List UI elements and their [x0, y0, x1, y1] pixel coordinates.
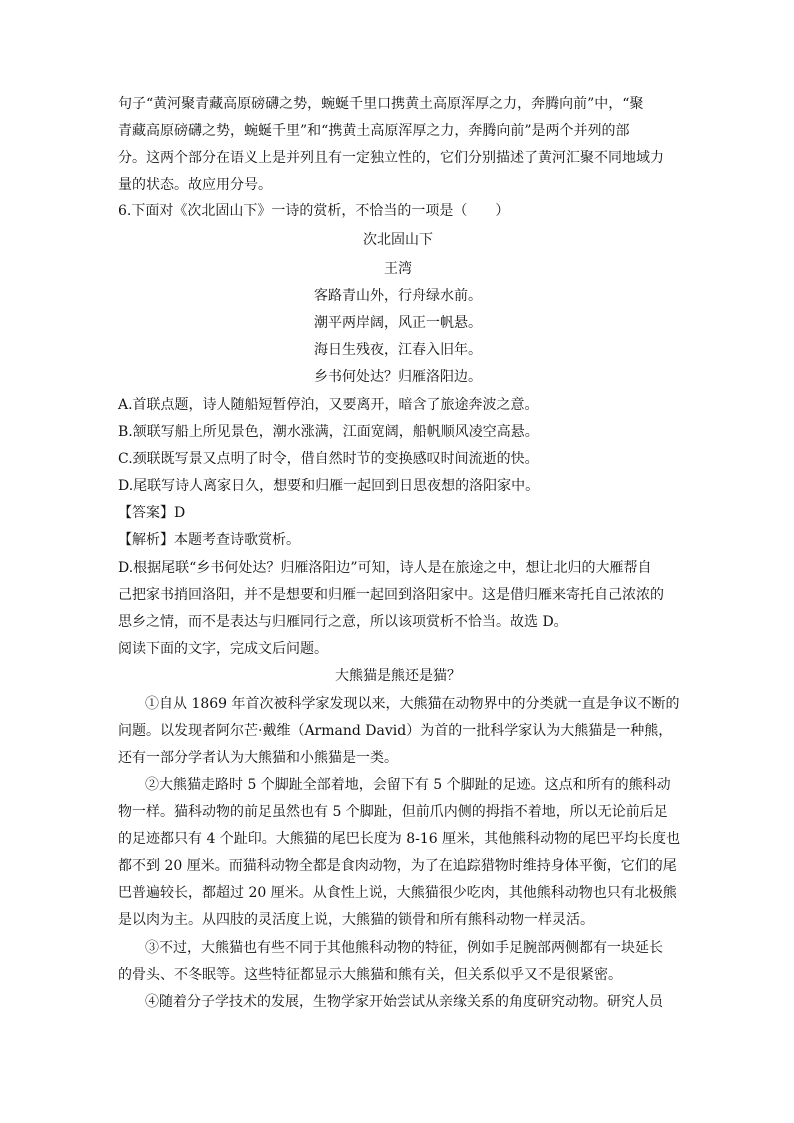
- paragraph-line: ②大熊猫走路时 5 个脚趾全部着地，会留下有 5 个脚趾的足迹。这点和所有的熊科动: [145, 777, 671, 793]
- text-line: 句子“黄河聚青藏高原磅礴之势，蜿蜒千里口携黄土高原浑厚之力，奔腾向前”中，“聚: [118, 96, 644, 112]
- paragraph-line: 还有一部分学者认为大熊猫和小熊猫是一类。: [118, 750, 398, 766]
- text-line: 量的状态。故应用分号。: [118, 177, 272, 193]
- reading-instruction: 阅读下面的文字，完成文后问题。: [118, 641, 328, 657]
- text-line: 分。这两个部分在语义上是并列且有一定独立性的，它们分别描述了黄河汇聚不同地域力: [118, 150, 664, 166]
- paragraph-line: 都不到 20 厘米。而猫科动物全都是食肉动物，为了在追踪猎物时维持身体平衡，它们的尾: [118, 858, 677, 874]
- text-line: 青藏高原磅礴之势，蜿蜒千里”和“携黄土高原浑厚之力，奔腾向前”是两个并列的部: [118, 123, 630, 139]
- text-line: 己把家书捎回洛阳，并不是想要和归雁一起回到洛阳家中。这是借归雁来寄托自己浓浓的: [118, 587, 664, 603]
- paragraph-line: ④随着分子学技术的发展，生物学家开始尝试从亲缘关系的角度研究动物。研究人员: [145, 994, 663, 1010]
- paragraph-line: ①自从 1869 年首次被科学家发现以来，大熊猫在动物界中的分类就一直是争议不断的: [145, 696, 680, 712]
- analysis-heading: 【解析】本题考查诗歌赏析。: [118, 532, 300, 548]
- text-line: 思乡之情，而不是表达与归雁同行之意，所以该项赏析不恰当。故选 D。: [118, 614, 568, 630]
- option-b: B.颔联写船上所见景色，潮水涨满，江面宽阔，船帆顺风凌空高悬。: [118, 424, 539, 440]
- poem-line: 乡书何处达？归雁洛阳边。: [314, 369, 482, 385]
- option-d: D.尾联写诗人离家日久，想要和归雁一起回到日思夜想的洛阳家中。: [118, 478, 540, 494]
- answer-line: 【答案】D: [118, 505, 186, 521]
- poem-title: 次北固山下: [363, 232, 433, 248]
- paragraph-line: 的骨头、不冬眠等。这些特征都显示大熊猫和熊有关，但关系似乎又不是很紧密。: [118, 967, 622, 983]
- paragraph-line: 物一样。猫科动物的前足虽然也有 5 个脚趾，但前爪内侧的拇指不着地，所以无论前后足: [118, 804, 668, 820]
- paragraph-line: 问题。以发现者阿尔芒·戴维（Armand David）为首的一批科学家认为大熊猫是一种熊，: [118, 723, 673, 739]
- text-line: D.根据尾联“乡书何处达？归雁洛阳边”可知，诗人是在旅途之中，想让北归的大雁帮自: [118, 560, 652, 576]
- poem-line: 潮平两岸阔，风正一帆悬。: [314, 315, 482, 331]
- poem-line: 客路青山外，行舟绿水前。: [314, 288, 482, 304]
- question-stem: 6.下面对《次北固山下》一诗的赏析，不恰当的一项是（ ）: [118, 203, 510, 219]
- paragraph-line: ③不过，大熊猫也有些不同于其他熊科动物的特征，例如手足腕部两侧都有一块延长: [145, 940, 663, 956]
- paragraph-line: 巴普遍较长，都超过 20 厘米。从食性上说，大熊猫很少吃肉，其他熊科动物也只有北极熊: [118, 885, 677, 901]
- paragraph-line: 是以肉为主。从四肢的灵活度上说，大熊猫的锁骨和所有熊科动物一样灵活。: [118, 912, 594, 928]
- option-a: A.首联点题，诗人随船短暂停泊，又要离开，暗含了旅途奔波之意。: [118, 397, 539, 413]
- poem-author: 王湾: [384, 261, 412, 277]
- option-c: C.颈联既写景又点明了时令，借自然时节的变换感叹时间流逝的快。: [118, 451, 539, 467]
- poem-line: 海日生残夜，江春入旧年。: [314, 342, 482, 358]
- paragraph-line: 的足迹都只有 4 个趾印。大熊猫的尾巴长度为 8-16 厘米，其他熊科动物的尾巴平均长度也: [118, 831, 681, 847]
- article-title: 大熊猫是熊还是猫？: [335, 668, 461, 684]
